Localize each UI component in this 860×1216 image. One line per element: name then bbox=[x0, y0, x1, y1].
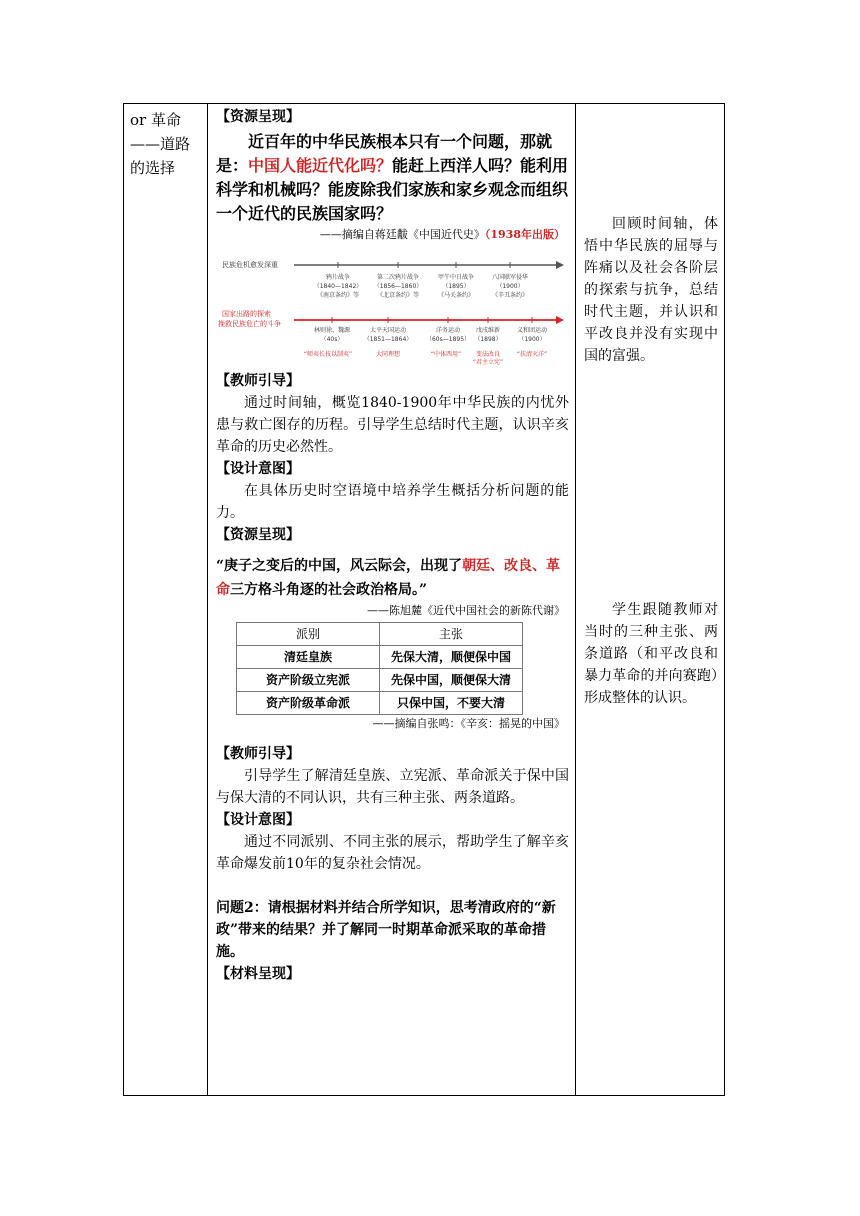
war-treaty: 《辛丑条约》 bbox=[491, 292, 529, 299]
struggle-slogan: “师夷长技以制夷” bbox=[303, 351, 353, 358]
teacher-guide-heading: 【教师引导】 bbox=[216, 746, 300, 762]
design-intent-heading: 【设计意图】 bbox=[216, 461, 300, 477]
teacher-guide-text: 通过时间轴，概览1840-1900年中华民族的内忧外患与救亡图存的历程。引导学生总结时代主题，认识辛亥革命的历史必然性。 bbox=[216, 395, 569, 455]
struggle-years: （1851—1864） bbox=[363, 336, 413, 343]
top-axis-arrow bbox=[556, 261, 564, 269]
struggle-slogan: “扶清灭洋” bbox=[516, 351, 548, 358]
claim-cell: 先保中国，顺便保大清 bbox=[380, 669, 523, 692]
timeline-top-label: 民族危机愈发深重 bbox=[222, 261, 278, 269]
struggle-name: 戊戌维新 bbox=[475, 327, 501, 334]
struggle-years: （1900） bbox=[518, 336, 546, 343]
war-name: 八国联军侵华 bbox=[491, 274, 529, 281]
bottom-axis-arrow bbox=[556, 316, 564, 324]
faction-cell: 清廷皇族 bbox=[237, 646, 380, 669]
war-years: （1856—1860） bbox=[373, 283, 423, 290]
struggle-years: （60s—1895） bbox=[425, 336, 471, 343]
quote-jiang-tingfu: 近百年的中华民族根本只有一个问题，那就是：中国人能近代化吗？能赶上西洋人吗？能利用科学和机械吗？能废除我们家族和家乡观念而组织一个近代的民族国家吗？ bbox=[216, 132, 569, 223]
claim-header: 主张 bbox=[380, 623, 523, 646]
claim-cell: 只保中国，不要大清 bbox=[380, 692, 523, 715]
table-row bbox=[237, 646, 523, 669]
war-treaty: 《南京条约》等 bbox=[316, 292, 360, 299]
struggle-slogan: 大同理想 bbox=[375, 351, 401, 358]
war-treaty: 《马关条约》 bbox=[437, 292, 475, 299]
war-name: 鸦片战争 bbox=[325, 274, 351, 281]
war-years: （1840—1842） bbox=[313, 283, 363, 290]
struggle-slogan-2: “君主立宪” bbox=[472, 359, 504, 366]
question-2: 问题2：请根据材料并结合所学知识，思考清政府的“新政”带来的结果？并了解同一时期革命派采取的革命措施。 bbox=[216, 900, 556, 960]
war-events bbox=[314, 262, 528, 299]
war-years: （1895） bbox=[442, 283, 470, 290]
war-name: 甲午中日战争 bbox=[437, 274, 475, 281]
timeline-bottom-label-1: 国家出路的探索 bbox=[222, 310, 271, 318]
table-source: ——摘编自张鸣：《辛亥：摇晃的中国》 bbox=[372, 717, 565, 730]
faction-cell: 资产阶级立宪派 bbox=[237, 669, 380, 692]
struggle-name: 洋务运动 bbox=[435, 327, 461, 334]
resource-heading: 【资源呈现】 bbox=[216, 527, 300, 543]
struggle-name: 林则徐、魏源 bbox=[313, 327, 351, 334]
design-intent-heading: 【设计意图】 bbox=[216, 812, 300, 828]
lesson-plan-table bbox=[123, 103, 725, 1096]
topic-cell bbox=[124, 104, 208, 1096]
activity-note-1: 回顾时间轴，体悟中华民族的屈辱与阵痛以及社会各阶层的探索与抗争，总结时代主题，并认识和平改良并没有实现中国的富强。 bbox=[584, 216, 718, 364]
faction-cell: 资产阶级革命派 bbox=[237, 692, 380, 715]
quote-chen-xulu: “庚子之变后的中国，风云际会，出现了朝廷、改良、革命三方格斗角逐的社会政治格局。” bbox=[216, 558, 561, 598]
resource-heading: 【资源呈现】 bbox=[216, 109, 300, 125]
design-intent-text: 在具体历史时空语境中培养学生概括分析问题的能力。 bbox=[216, 483, 569, 521]
topic-label: or 革命——道路的选择 bbox=[130, 111, 191, 177]
struggle-name: 太平天国运动 bbox=[369, 327, 407, 334]
struggle-years: （1898） bbox=[474, 336, 502, 343]
teacher-guide-text: 引导学生了解清廷皇族、立宪派、革命派关于保中国与保大清的不同认识，共有三种主张、两条道路。 bbox=[216, 768, 569, 806]
history-timeline bbox=[216, 250, 566, 366]
quote-source: ——摘编自蒋廷黻《中国近代史》（1938年出版） bbox=[319, 228, 565, 241]
claim-cell: 先保大清，顺便保中国 bbox=[380, 646, 523, 669]
design-intent-text: 通过不同派别、不同主张的展示，帮助学生了解辛亥革命爆发前10年的复杂社会情况。 bbox=[216, 834, 569, 872]
faction-table bbox=[236, 622, 523, 715]
struggle-slogan: 变法改良 bbox=[475, 351, 501, 358]
war-years: （1900） bbox=[496, 283, 524, 290]
teacher-guide-heading: 【教师引导】 bbox=[216, 373, 300, 389]
struggle-years: （40s） bbox=[320, 336, 344, 343]
struggle-events bbox=[304, 317, 547, 366]
content-cell bbox=[208, 104, 576, 1096]
timeline-bottom-label-2: 挽救民族危亡的斗争 bbox=[218, 320, 281, 328]
quote-source: ——陈旭麓《近代中国社会的新陈代谢》 bbox=[367, 604, 565, 617]
struggle-name: 义和团运动 bbox=[516, 327, 548, 334]
faction-header: 派别 bbox=[237, 623, 380, 646]
war-treaty: 《北京条约》等 bbox=[376, 292, 420, 299]
material-heading: 【材料呈现】 bbox=[216, 966, 300, 982]
table-row bbox=[237, 669, 523, 692]
struggle-slogan: “中体西用” bbox=[430, 351, 462, 358]
war-name: 第二次鸦片战争 bbox=[376, 274, 420, 281]
notes-cell bbox=[576, 104, 725, 1096]
activity-note-2: 学生跟随教师对当时的三种主张、两条道路（和平改良和暴力革命的并向赛跑）形成整体的认识。 bbox=[584, 602, 718, 706]
table-row bbox=[237, 692, 523, 715]
